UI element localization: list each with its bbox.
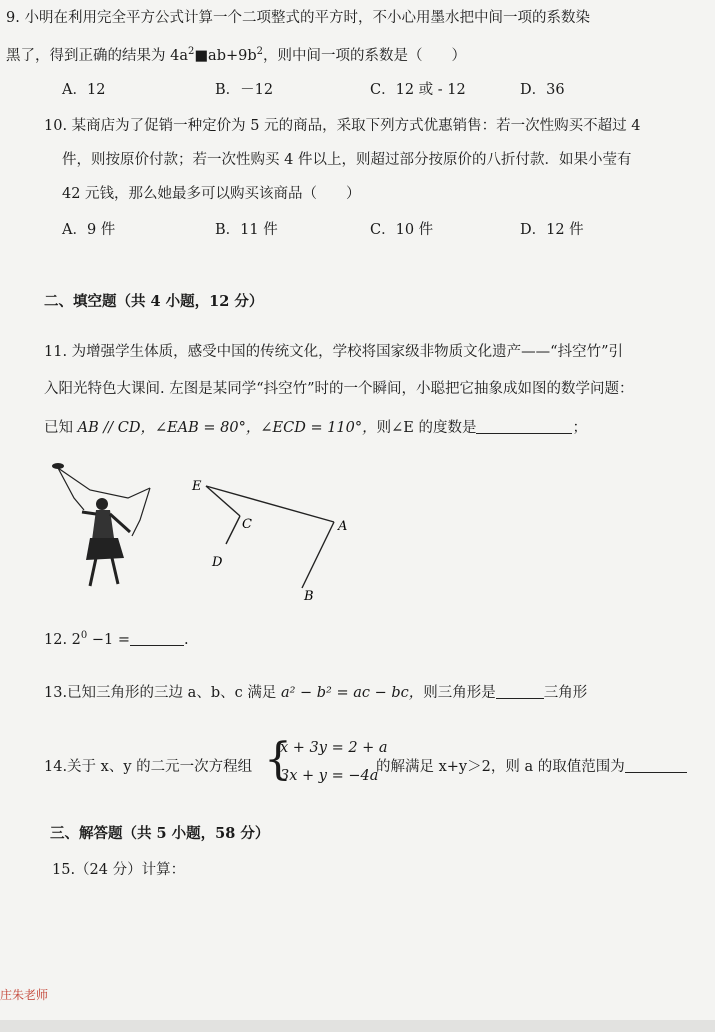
segment-ea bbox=[206, 486, 334, 522]
q12-sup: 0 bbox=[80, 630, 88, 641]
equation-brace: { bbox=[264, 734, 292, 785]
q13-number: 13. bbox=[44, 685, 68, 701]
q14-post: 的解满足 x+y＞2，则 a 的取值范围为 bbox=[376, 759, 625, 775]
q12-pre: 12. 2 bbox=[44, 631, 81, 648]
section2-title: 二、填空题（共 4 小题，12 分） bbox=[44, 293, 264, 310]
segment-ab bbox=[302, 522, 334, 588]
q9-option-b: B．－12 bbox=[215, 82, 274, 98]
q9-line2 bbox=[6, 42, 466, 66]
q9-line2-post: ，则中间一项的系数是（ ） bbox=[263, 47, 467, 64]
q10-line2: 件，则按原价付款；若一次性购买 4 件以上，则超过部分按原价的八折付款．如果小莹有 bbox=[62, 152, 632, 168]
label-b: B bbox=[304, 589, 314, 604]
q11-line3-post: 则∠E 的度数是 bbox=[376, 420, 477, 436]
q10-option-b: B．11 件 bbox=[215, 222, 278, 238]
q10-option-a: A．9 件 bbox=[62, 222, 116, 238]
q10-option-c: C．10 件 bbox=[370, 222, 434, 238]
diabolo-player-illustration bbox=[40, 458, 160, 598]
q9-line2-mid: ■ab+9b bbox=[194, 47, 257, 64]
section3-title: 三、解答题（共 5 小题，58 分） bbox=[50, 825, 270, 842]
q15-line: 15.（24 分）计算： bbox=[52, 862, 186, 878]
q13-end: 三角形 bbox=[543, 685, 588, 701]
label-e: E bbox=[192, 479, 202, 494]
q9-option-c: C．12 或 - 12 bbox=[370, 82, 466, 98]
q12-line bbox=[44, 626, 189, 650]
q9-line1: 9. 小明在利用完全平方公式计算一个二项整式的平方时，不小心用墨水把中间一项的系数染 bbox=[6, 10, 590, 26]
q13-post: 则三角形是 bbox=[423, 685, 496, 701]
q10-option-d: D．12 件 bbox=[520, 222, 584, 238]
q14-suffix bbox=[376, 757, 687, 777]
label-a: A bbox=[338, 519, 348, 534]
label-c: C bbox=[242, 517, 252, 532]
q12-end: . bbox=[184, 631, 189, 648]
q13-answer-blank[interactable] bbox=[496, 684, 544, 699]
q9-option-d: D．36 bbox=[520, 82, 565, 98]
q10-line1: 10. 某商店为了促销一种定价为 5 元的商品，采取下列方式优惠销售：若一次性购买不超过 4 bbox=[44, 118, 641, 134]
segment-cd bbox=[226, 516, 240, 544]
q11-line3 bbox=[44, 418, 587, 438]
q9-sup2: 2 bbox=[256, 46, 264, 57]
q9-option-a: A．12 bbox=[62, 82, 106, 98]
q13-line bbox=[44, 683, 587, 703]
watermark-text: 庄朱老师 bbox=[0, 988, 49, 1002]
q11-answer-blank[interactable] bbox=[476, 419, 572, 434]
q11-line3-end: ； bbox=[572, 420, 587, 436]
q11-line2: 入阳光特色大课间. 左图是某同学“抖空竹”时的一个瞬间，小聪把它抽象成如图的数学问题： bbox=[44, 381, 634, 397]
q14-equation-1: x + 3y = 2 + a bbox=[280, 740, 388, 756]
q14-answer-blank[interactable] bbox=[625, 758, 687, 773]
geometry-figure bbox=[188, 472, 358, 607]
q14-prefix: 14.关于 x、y 的二元一次方程组 bbox=[44, 759, 253, 775]
q10-line3: 42 元钱，那么她最多可以购买该商品（ ） bbox=[62, 186, 361, 202]
q12-answer-blank[interactable] bbox=[130, 631, 184, 646]
q11-line3-pre: 已知 bbox=[44, 420, 78, 436]
q11-line3-math: AB // CD，∠EAB = 80°，∠ECD = 110°， bbox=[77, 420, 377, 436]
q12-post: −1 = bbox=[87, 631, 131, 648]
q9-line2-pre: 黑了，得到正确的结果为 4a bbox=[6, 47, 188, 64]
q9-sup1: 2 bbox=[187, 46, 195, 57]
q14-equation-2: 3x + y = −4a bbox=[280, 768, 379, 784]
q13-pre: 已知三角形的三边 a、b、c 满足 bbox=[67, 685, 281, 701]
label-d: D bbox=[212, 555, 223, 570]
q11-line1: 11. 为增强学生体质，感受中国的传统文化，学校将国家级非物质文化遗产——“抖空竹”引 bbox=[44, 344, 623, 360]
page-bottom-edge bbox=[0, 1020, 715, 1032]
q13-math: a² − b² = ac − bc， bbox=[280, 685, 424, 701]
